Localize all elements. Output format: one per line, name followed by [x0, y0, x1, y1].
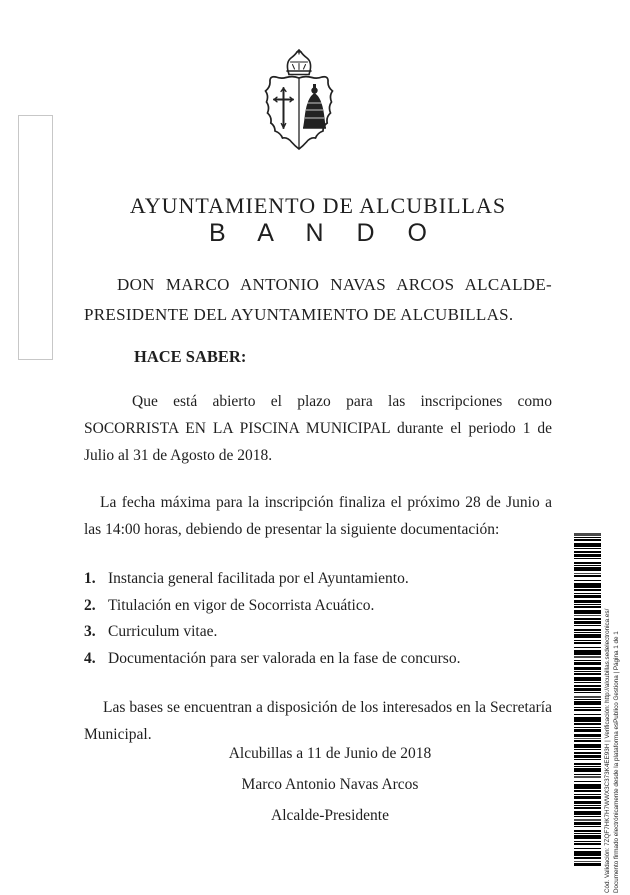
- signature-place-date: Alcubillas a 11 de Junio de 2018: [228, 745, 432, 762]
- bando-heading: B A N D O: [209, 219, 440, 247]
- alcubillas-coat-of-arms-icon: [256, 48, 342, 156]
- validation-code-line: Cód. Validación: 7ZQF7HK7H7WWX3C373K4EE93H | Verificación: http://alcubillas.sedelectronica.es/: [604, 608, 611, 893]
- list-item: 4. Documentación para ser valorada en la fase de concurso.: [84, 649, 461, 667]
- deadline-paragraph: La fecha máxima para la inscripción finaliza el próximo 28 de Junio a las 14:00 horas, debiendo de presentar la siguiente documentación:: [84, 494, 552, 538]
- requirements-list: [84, 566, 552, 672]
- registration-period-paragraph: Que está abierto el plazo para las inscripciones como SOCORRISTA EN LA PISCINA MUNICIPAL durante el periodo 1 de Julio al 31 de Agosto de 2018.: [84, 393, 552, 464]
- signature-block: [96, 745, 564, 838]
- list-item: 1. Instancia general facilitada por el Ayuntamiento.: [84, 570, 409, 587]
- list-item: 2. Titulación en vigor de Socorrista Acuático.: [84, 596, 375, 614]
- validation-barcode: [574, 533, 601, 866]
- mayor-intro-paragraph: DON MARCO ANTONIO NAVAS ARCOS ALCALDE- PRESIDENTE DEL AYUNTAMIENTO DE ALCUBILLAS.: [84, 275, 552, 324]
- bases-paragraph: Las bases se encuentran a disposición de los interesados en la Secretaría Municipal.: [84, 699, 552, 743]
- left-margin-signature-box: [18, 115, 53, 360]
- list-item: 3. Curriculum vitae.: [84, 623, 218, 640]
- signature-role: Alcalde-Presidente: [271, 807, 389, 824]
- signature-name: Marco Antonio Navas Arcos: [241, 776, 419, 793]
- validation-footer-text: [603, 530, 621, 893]
- signed-document-line: Documento firmado electrónicamente desde la plataforma esPublico Gestiona | Página 1 de 1: [613, 631, 620, 893]
- hace-saber-heading: HACE SABER:: [134, 347, 247, 366]
- page-title: AYUNTAMIENTO DE ALCUBILLAS: [129, 193, 507, 218]
